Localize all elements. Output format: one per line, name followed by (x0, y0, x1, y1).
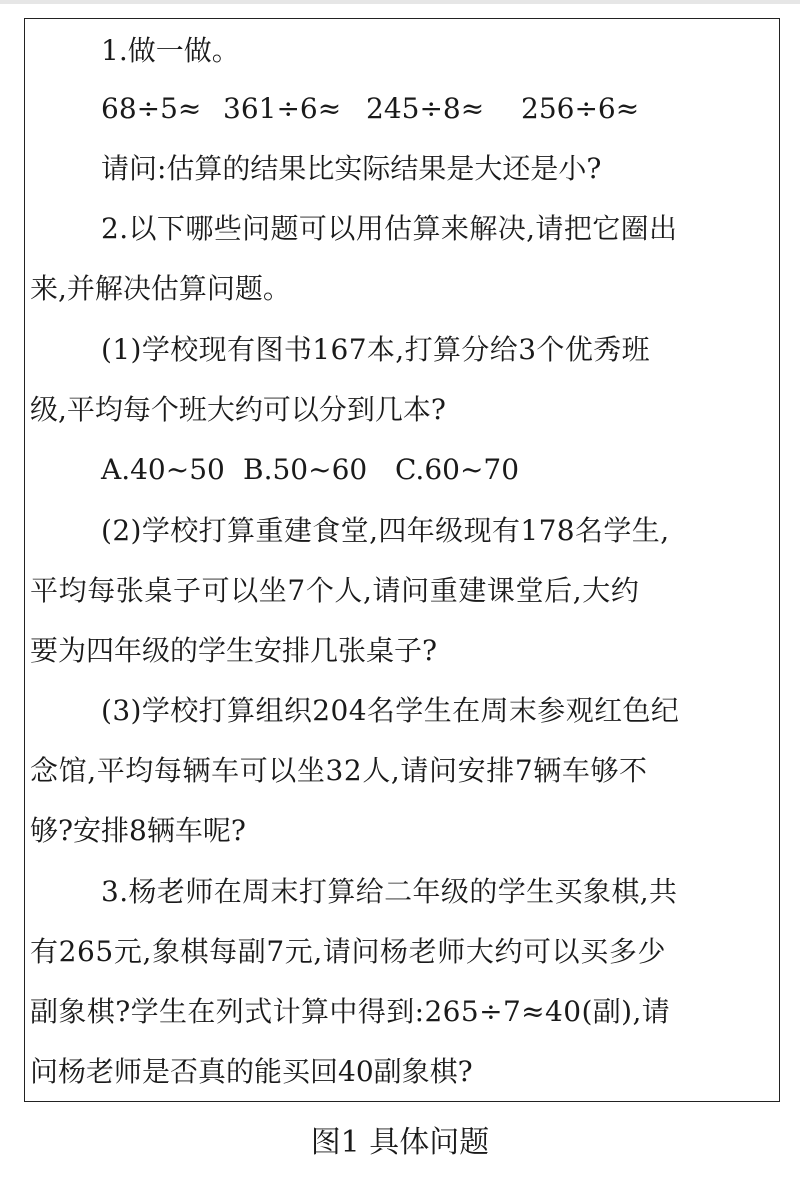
option-b: B.50~60 (243, 453, 368, 486)
question-1-heading: 1.做一做。 (101, 34, 240, 67)
figure-caption: 图1 具体问题 (310, 1125, 490, 1160)
question-2-line-1: 2.以下哪些问题可以用估算来解决,请把它圈出 (101, 212, 678, 245)
expression-2: 361÷6≈ (223, 92, 342, 125)
sub-question-1-line-2: 级,平均每个班大约可以分到几本? (30, 393, 446, 426)
sub-question-2-line-3: 要为四年级的学生安排几张桌子? (30, 634, 438, 667)
question-3-line-1: 3.杨老师在周末打算给二年级的学生买象棋,共 (101, 875, 678, 908)
question-3-line-4: 问杨老师是否真的能买回40副象棋? (30, 1055, 473, 1088)
sub-question-3-line-1: (3)学校打算组织204名学生在周末参观红色纪 (101, 694, 680, 727)
sub-question-2-line-1: (2)学校打算重建食堂,四年级现有178名学生, (101, 514, 670, 547)
estimation-expressions (101, 92, 640, 125)
question-2-line-2: 来,并解决估算问题。 (30, 272, 291, 305)
question-3-line-2: 有265元,象棋每副7元,请问杨老师大约可以买多少 (30, 935, 667, 968)
question-3-line-3: 副象棋?学生在列式计算中得到:265÷7≈40(副),请 (30, 995, 671, 1028)
sub-question-2-line-2: 平均每张桌子可以坐7个人,请问重建课堂后,大约 (30, 574, 640, 607)
top-rule (0, 0, 800, 4)
sub-question-3-line-3: 够?安排8辆车呢? (30, 814, 246, 847)
question-1-prompt: 请问:估算的结果比实际结果是大还是小? (101, 152, 602, 185)
option-c: C.60~70 (395, 453, 520, 486)
answer-options (101, 453, 520, 486)
sub-question-3-line-2: 念馆,平均每辆车可以坐32人,请问安排7辆车够不 (30, 754, 648, 787)
option-a: A.40~50 (101, 453, 225, 486)
sub-question-1-line-1: (1)学校现有图书167本,打算分给3个优秀班 (101, 333, 651, 366)
expression-1: 68÷5≈ (101, 92, 202, 125)
expression-4: 256÷6≈ (521, 92, 640, 125)
expression-3: 245÷8≈ (366, 92, 485, 125)
